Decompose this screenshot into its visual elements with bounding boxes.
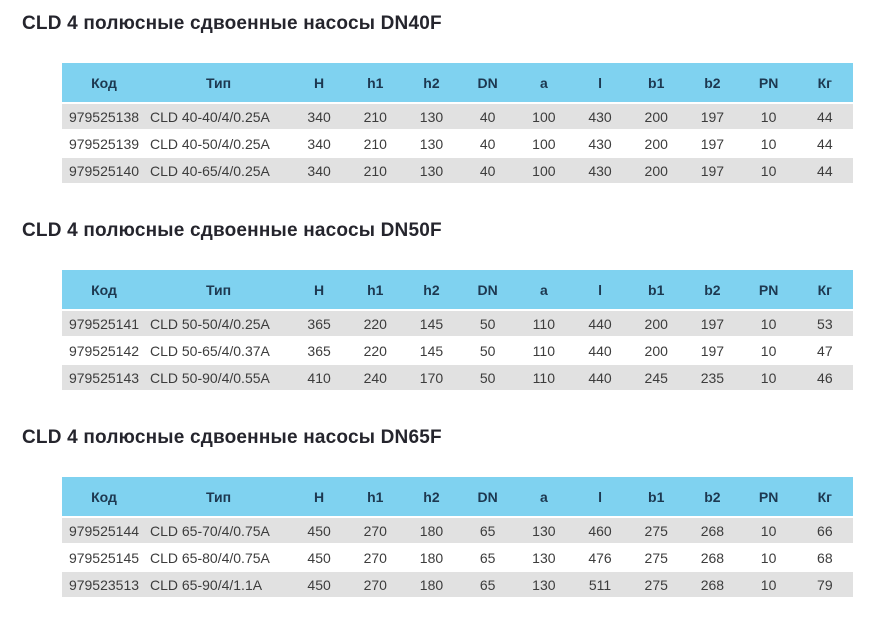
value-cell: 66	[797, 517, 853, 544]
pump-table-section	[0, 219, 885, 392]
column-header: DN	[460, 477, 516, 517]
pump-table-section	[0, 426, 885, 599]
value-cell: 145	[403, 310, 459, 337]
value-cell: 10	[741, 364, 797, 391]
value-cell: 430	[572, 103, 628, 130]
column-header: H	[291, 270, 347, 310]
value-cell: 210	[347, 157, 403, 184]
value-cell: 200	[628, 130, 684, 157]
value-cell: 197	[684, 103, 740, 130]
value-cell: 240	[347, 364, 403, 391]
value-cell: 46	[797, 364, 853, 391]
value-cell: 110	[516, 310, 572, 337]
value-cell: 410	[291, 364, 347, 391]
table-row	[62, 103, 853, 130]
table-row	[62, 517, 853, 544]
value-cell: 268	[684, 571, 740, 598]
table-row	[62, 157, 853, 184]
code-cell: 979525138	[62, 103, 146, 130]
column-header: b2	[684, 63, 740, 103]
table-row	[62, 130, 853, 157]
column-header: H	[291, 63, 347, 103]
value-cell: 170	[403, 364, 459, 391]
column-header: a	[516, 63, 572, 103]
value-cell: 110	[516, 364, 572, 391]
value-cell: 460	[572, 517, 628, 544]
value-cell: 340	[291, 103, 347, 130]
value-cell: 130	[516, 571, 572, 598]
column-header: h2	[403, 63, 459, 103]
value-cell: 44	[797, 103, 853, 130]
value-cell: 450	[291, 517, 347, 544]
column-header: b1	[628, 63, 684, 103]
type-cell: CLD 40-50/4/0.25A	[146, 130, 291, 157]
value-cell: 200	[628, 337, 684, 364]
value-cell: 197	[684, 130, 740, 157]
value-cell: 476	[572, 544, 628, 571]
column-header: l	[572, 477, 628, 517]
value-cell: 210	[347, 130, 403, 157]
value-cell: 268	[684, 544, 740, 571]
column-header: b1	[628, 477, 684, 517]
value-cell: 220	[347, 337, 403, 364]
value-cell: 50	[460, 364, 516, 391]
value-cell: 440	[572, 337, 628, 364]
column-header: H	[291, 477, 347, 517]
value-cell: 10	[741, 571, 797, 598]
value-cell: 450	[291, 544, 347, 571]
column-header: b1	[628, 270, 684, 310]
value-cell: 180	[403, 517, 459, 544]
value-cell: 440	[572, 364, 628, 391]
table-row	[62, 571, 853, 598]
column-header: h1	[347, 477, 403, 517]
value-cell: 245	[628, 364, 684, 391]
value-cell: 235	[684, 364, 740, 391]
value-cell: 268	[684, 517, 740, 544]
value-cell: 10	[741, 517, 797, 544]
value-cell: 197	[684, 157, 740, 184]
column-header: h1	[347, 270, 403, 310]
value-cell: 110	[516, 337, 572, 364]
value-cell: 10	[741, 544, 797, 571]
column-header: PN	[741, 63, 797, 103]
column-header: Тип	[146, 477, 291, 517]
column-header: h1	[347, 63, 403, 103]
value-cell: 53	[797, 310, 853, 337]
table-row	[62, 310, 853, 337]
value-cell: 50	[460, 337, 516, 364]
code-cell: 979525139	[62, 130, 146, 157]
value-cell: 10	[741, 310, 797, 337]
value-cell: 270	[347, 571, 403, 598]
value-cell: 365	[291, 310, 347, 337]
column-header: h2	[403, 477, 459, 517]
value-cell: 200	[628, 157, 684, 184]
value-cell: 10	[741, 103, 797, 130]
value-cell: 65	[460, 517, 516, 544]
value-cell: 130	[403, 157, 459, 184]
value-cell: 44	[797, 130, 853, 157]
value-cell: 270	[347, 544, 403, 571]
value-cell: 340	[291, 130, 347, 157]
value-cell: 65	[460, 544, 516, 571]
value-cell: 50	[460, 310, 516, 337]
type-cell: CLD 40-65/4/0.25A	[146, 157, 291, 184]
type-cell: CLD 50-50/4/0.25A	[146, 310, 291, 337]
type-cell: CLD 65-80/4/0.75A	[146, 544, 291, 571]
value-cell: 275	[628, 544, 684, 571]
pump-table	[62, 477, 853, 599]
pump-table-section	[0, 12, 885, 185]
table-row	[62, 544, 853, 571]
section-title: CLD 4 полюсные сдвоенные насосы DN50F	[22, 220, 442, 241]
value-cell: 430	[572, 157, 628, 184]
value-cell: 40	[460, 130, 516, 157]
value-cell: 100	[516, 130, 572, 157]
column-header: Кг	[797, 63, 853, 103]
value-cell: 130	[403, 103, 459, 130]
section-title: CLD 4 полюсные сдвоенные насосы DN40F	[22, 13, 442, 34]
code-cell: 979525143	[62, 364, 146, 391]
column-header: Кг	[797, 270, 853, 310]
column-header: PN	[741, 477, 797, 517]
type-cell: CLD 40-40/4/0.25A	[146, 103, 291, 130]
code-cell: 979525145	[62, 544, 146, 571]
column-header: Тип	[146, 270, 291, 310]
page-content	[0, 12, 885, 599]
value-cell: 270	[347, 517, 403, 544]
code-cell: 979525142	[62, 337, 146, 364]
value-cell: 275	[628, 571, 684, 598]
column-header: h2	[403, 270, 459, 310]
table-header-row	[62, 477, 853, 517]
value-cell: 440	[572, 310, 628, 337]
code-cell: 979525140	[62, 157, 146, 184]
value-cell: 511	[572, 571, 628, 598]
value-cell: 10	[741, 337, 797, 364]
value-cell: 130	[516, 544, 572, 571]
code-cell: 979525144	[62, 517, 146, 544]
column-header: Код	[62, 477, 146, 517]
column-header: DN	[460, 63, 516, 103]
section-title: CLD 4 полюсные сдвоенные насосы DN65F	[22, 427, 442, 448]
column-header: Код	[62, 270, 146, 310]
value-cell: 130	[403, 130, 459, 157]
value-cell: 365	[291, 337, 347, 364]
code-cell: 979523513	[62, 571, 146, 598]
value-cell: 100	[516, 157, 572, 184]
value-cell: 210	[347, 103, 403, 130]
type-cell: CLD 65-70/4/0.75A	[146, 517, 291, 544]
value-cell: 197	[684, 310, 740, 337]
value-cell: 10	[741, 130, 797, 157]
value-cell: 220	[347, 310, 403, 337]
column-header: l	[572, 270, 628, 310]
value-cell: 450	[291, 571, 347, 598]
value-cell: 197	[684, 337, 740, 364]
value-cell: 65	[460, 571, 516, 598]
table-row	[62, 337, 853, 364]
value-cell: 180	[403, 544, 459, 571]
value-cell: 340	[291, 157, 347, 184]
value-cell: 44	[797, 157, 853, 184]
table-header-row	[62, 270, 853, 310]
column-header: DN	[460, 270, 516, 310]
value-cell: 430	[572, 130, 628, 157]
value-cell: 40	[460, 103, 516, 130]
value-cell: 130	[516, 517, 572, 544]
type-cell: CLD 50-65/4/0.37A	[146, 337, 291, 364]
column-header: b2	[684, 477, 740, 517]
value-cell: 100	[516, 103, 572, 130]
table-header-row	[62, 63, 853, 103]
column-header: Кг	[797, 477, 853, 517]
type-cell: CLD 65-90/4/1.1A	[146, 571, 291, 598]
value-cell: 47	[797, 337, 853, 364]
column-header: Тип	[146, 63, 291, 103]
value-cell: 40	[460, 157, 516, 184]
value-cell: 200	[628, 103, 684, 130]
value-cell: 200	[628, 310, 684, 337]
column-header: Код	[62, 63, 146, 103]
pump-table	[62, 63, 853, 185]
type-cell: CLD 50-90/4/0.55A	[146, 364, 291, 391]
value-cell: 180	[403, 571, 459, 598]
value-cell: 145	[403, 337, 459, 364]
table-row	[62, 364, 853, 391]
value-cell: 10	[741, 157, 797, 184]
code-cell: 979525141	[62, 310, 146, 337]
column-header: b2	[684, 270, 740, 310]
column-header: a	[516, 270, 572, 310]
value-cell: 79	[797, 571, 853, 598]
column-header: PN	[741, 270, 797, 310]
value-cell: 68	[797, 544, 853, 571]
pump-table	[62, 270, 853, 392]
column-header: l	[572, 63, 628, 103]
column-header: a	[516, 477, 572, 517]
value-cell: 275	[628, 517, 684, 544]
